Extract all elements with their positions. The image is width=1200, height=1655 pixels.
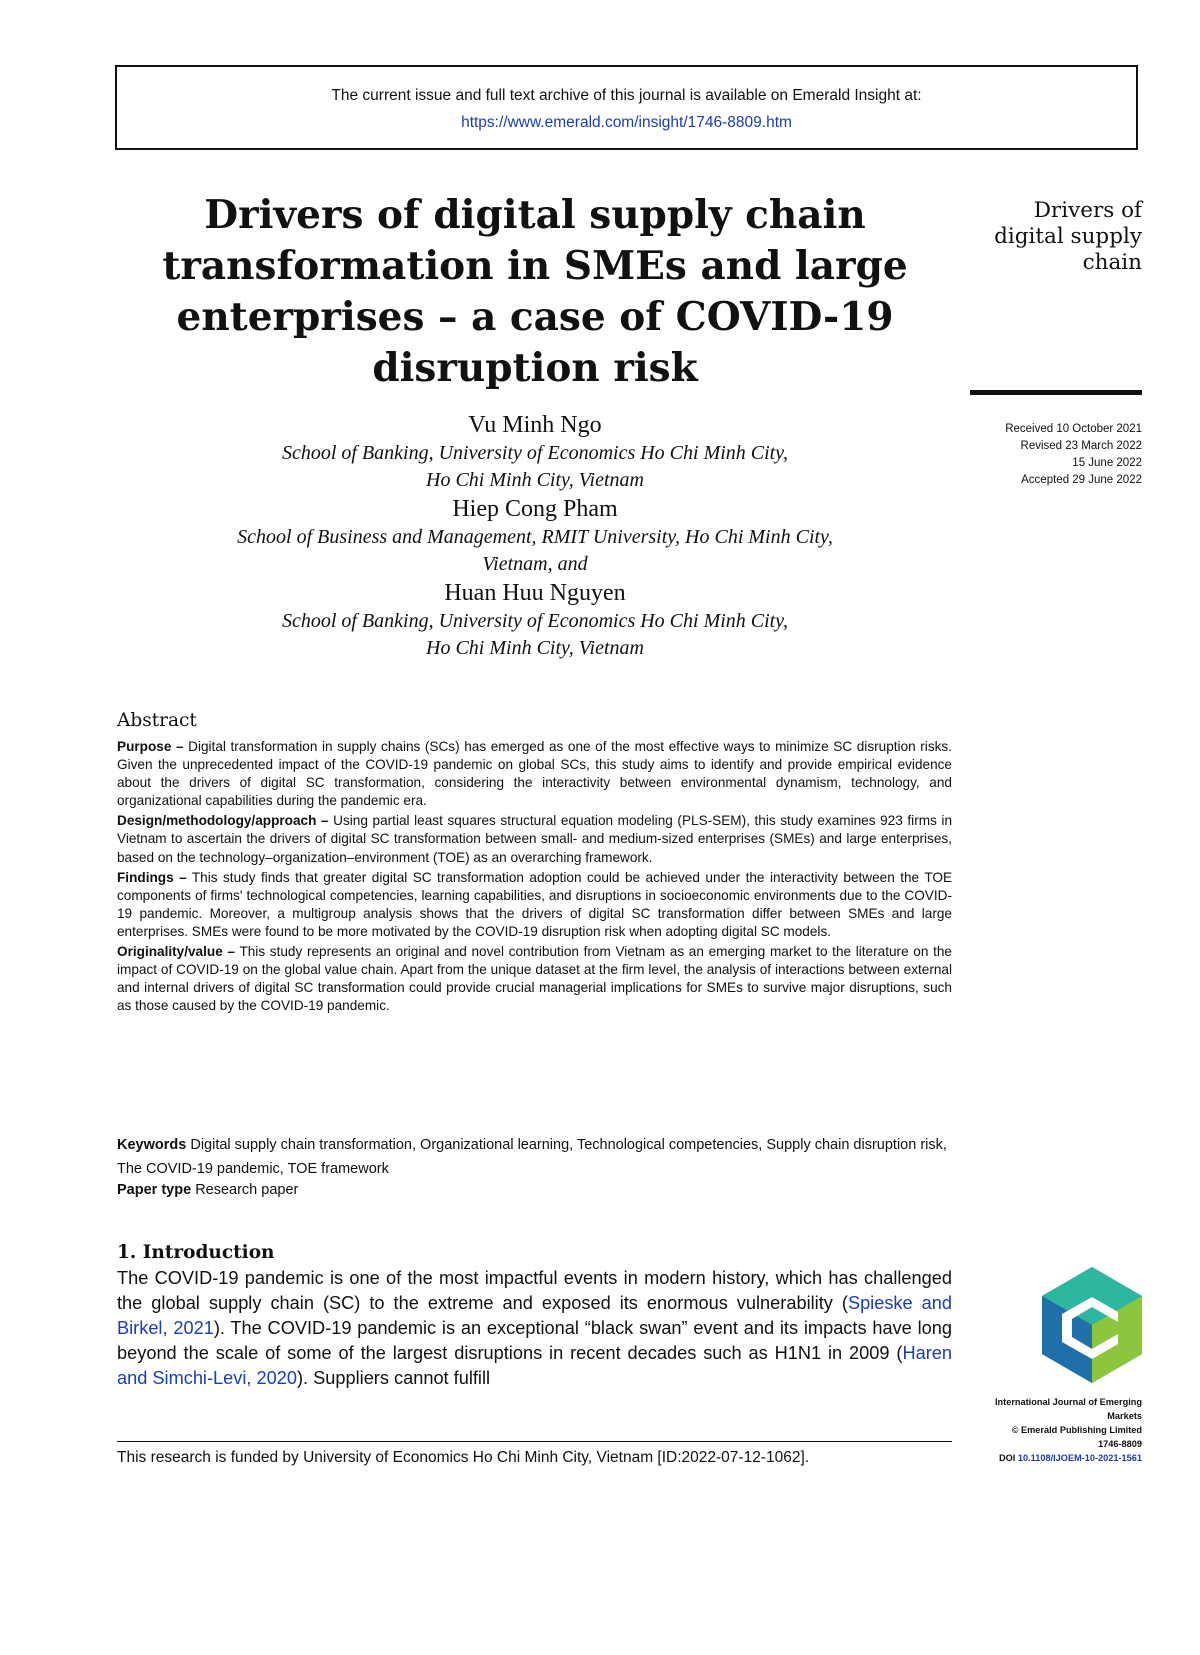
paper-type-label: Paper type	[117, 1182, 192, 1198]
received-date: Received 10 October 2021	[1005, 423, 1142, 435]
intro-body	[117, 1266, 952, 1391]
abstract-body	[117, 738, 952, 1017]
abstract-text: Using partial least squares structural equation modeling (PLS-SEM), this study examines 923 firms in Vietnam to ascertain the drivers of digital SC transformation between small- and medium-sized enterprises (SMEs) and large enterprises, based on the technology–organization–environment (TOE) as an overarching framework.	[117, 813, 953, 865]
author-affiliation: Vietnam, and	[482, 553, 588, 575]
author-affiliation: School of Banking, University of Economics Ho Chi Minh City,	[281, 610, 789, 632]
author-name: Huan Huu Nguyen	[444, 580, 626, 606]
journal-line: International Journal of Emerging	[994, 1397, 1142, 1407]
revised-date-2: 15 June 2022	[1072, 457, 1142, 469]
journal-archive-banner	[115, 65, 1138, 150]
footnote-rule	[117, 1441, 952, 1442]
intro-text: ). Suppliers cannot fulfill	[296, 1368, 491, 1388]
accepted-date: Accepted 29 June 2022	[1021, 474, 1142, 486]
emerald-logo-icon	[1042, 1267, 1142, 1383]
abstract-purpose	[117, 738, 952, 810]
paper-type	[117, 1182, 298, 1198]
abstract-label: Design/methodology/approach –	[117, 813, 329, 829]
paper-title	[115, 190, 955, 394]
doi-link[interactable]: 10.1108/IJOEM-10-2021-1561	[1017, 1453, 1142, 1463]
journal-line: © Emerald Publishing Limited	[1011, 1425, 1142, 1435]
running-head-rule	[970, 390, 1142, 395]
journal-line: Markets	[1107, 1411, 1142, 1421]
intro-heading: 1. Introduction	[117, 1242, 275, 1263]
author-name: Hiep Cong Pham	[452, 496, 618, 522]
abstract-design	[117, 812, 952, 866]
abstract-label: Originality/value –	[117, 944, 235, 960]
journal-url-link[interactable]: https://www.emerald.com/insight/1746-8809.htm	[461, 114, 792, 131]
title-line: transformation in SMEs and large	[162, 243, 908, 289]
abstract-label: Purpose –	[117, 739, 184, 754]
abstract-heading: Abstract	[117, 710, 197, 731]
running-head-line: digital supply	[994, 224, 1142, 249]
citation-link[interactable]: Spieske and Birkel, 2021	[117, 1293, 953, 1338]
intro-text: The COVID-19 pandemic is one of the most impactful events in modern history, which has challenged the global supply chain (SC) to the extreme and exposed its enormous vulnerability (	[117, 1268, 952, 1313]
emerald-logo	[1042, 1267, 1142, 1383]
author-affiliation: Ho Chi Minh City, Vietnam	[426, 637, 644, 659]
keywords-label: Keywords	[117, 1137, 187, 1153]
running-head	[955, 198, 1142, 276]
author-affiliation: School of Banking, University of Economics Ho Chi Minh City,	[281, 442, 789, 464]
author-name: Vu Minh Ngo	[468, 412, 602, 438]
abstract-originality	[117, 943, 952, 1015]
abstract-text: Digital transformation in supply chains (SCs) has emerged as one of the most effective ways to minimize SC disruption risks. Given the unprecedented impact of the COVID-19 pandemic on global SCs, this study aims to identify and provide empirical evidence about the drivers of digital SC transformation, considering the interactivity between environmental dynamism, technology, and organizational capabilities during the pandemic era.	[117, 739, 952, 809]
abstract-findings	[117, 869, 952, 941]
running-head-line: Drivers of	[1033, 198, 1142, 223]
revised-date: Revised 23 March 2022	[1020, 440, 1142, 452]
author-affiliation: Ho Chi Minh City, Vietnam	[426, 469, 644, 491]
paper-type-text: Research paper	[195, 1182, 299, 1198]
running-head-line: chain	[1082, 250, 1142, 275]
doi-line	[935, 1451, 1142, 1465]
intro-paragraph	[117, 1266, 952, 1391]
journal-info	[935, 1395, 1142, 1465]
title-line: enterprises – a case of COVID-19	[176, 294, 894, 340]
doi-label: DOI	[998, 1453, 1016, 1463]
title-line: disruption risk	[372, 345, 698, 391]
abstract-text: This study finds that greater digital SC transformation adoption could be achieved under the interactivity between the TOE components of firms' technological competencies, learning capabilities, and disruptions in socioeconomic environments due to the COVID-19 pandemic. Moreover, a multigroup analysis shows that the drivers of digital SC transformation differ between SMEs and large enterprises. SMEs were found to be more motivated by the COVID-19 disruption risk when adopting digital SC models.	[117, 869, 953, 939]
journal-line: 1746-8809	[1098, 1439, 1142, 1449]
keywords-text: Digital supply chain transformation, Organizational learning, Technological competencies, Supply chain disruption risk, The COVID-19 pandemic, TOE framework	[117, 1137, 947, 1177]
citation-link[interactable]: Haren and Simchi-Levi, 2020	[117, 1343, 952, 1388]
abstract-text: This study represents an original and novel contribution from Vietnam as an emerging market to the literature on the impact of COVID-19 on the global value chain. Apart from the unique dataset at the firm level, the analysis of interactions between external and internal drivers of digital SC transformation could provide crucial managerial implications for SMEs to survive major disruptions, such as those caused by the COVID-19 pandemic.	[117, 944, 952, 1014]
publication-dates	[940, 421, 1142, 489]
title-line: Drivers of digital supply chain	[204, 192, 866, 238]
author-affiliation: School of Business and Management, RMIT University, Ho Chi Minh City,	[237, 526, 833, 548]
abstract-label: Findings –	[117, 869, 187, 885]
footnote: This research is funded by University of Economics Ho Chi Minh City, Vietnam [ID:2022-07-12-1062].	[117, 1449, 810, 1466]
intro-text: ). The COVID-19 pandemic is an exceptional “black swan” event and its impacts have long beyond the scale of some of the largest disruptions in recent decades such as H1N1 in 2009 (	[117, 1318, 952, 1363]
banner-text: The current issue and full text archive of this journal is available on Emerald Insight at:	[331, 87, 922, 104]
author-block	[115, 410, 955, 662]
keywords	[117, 1133, 952, 1181]
